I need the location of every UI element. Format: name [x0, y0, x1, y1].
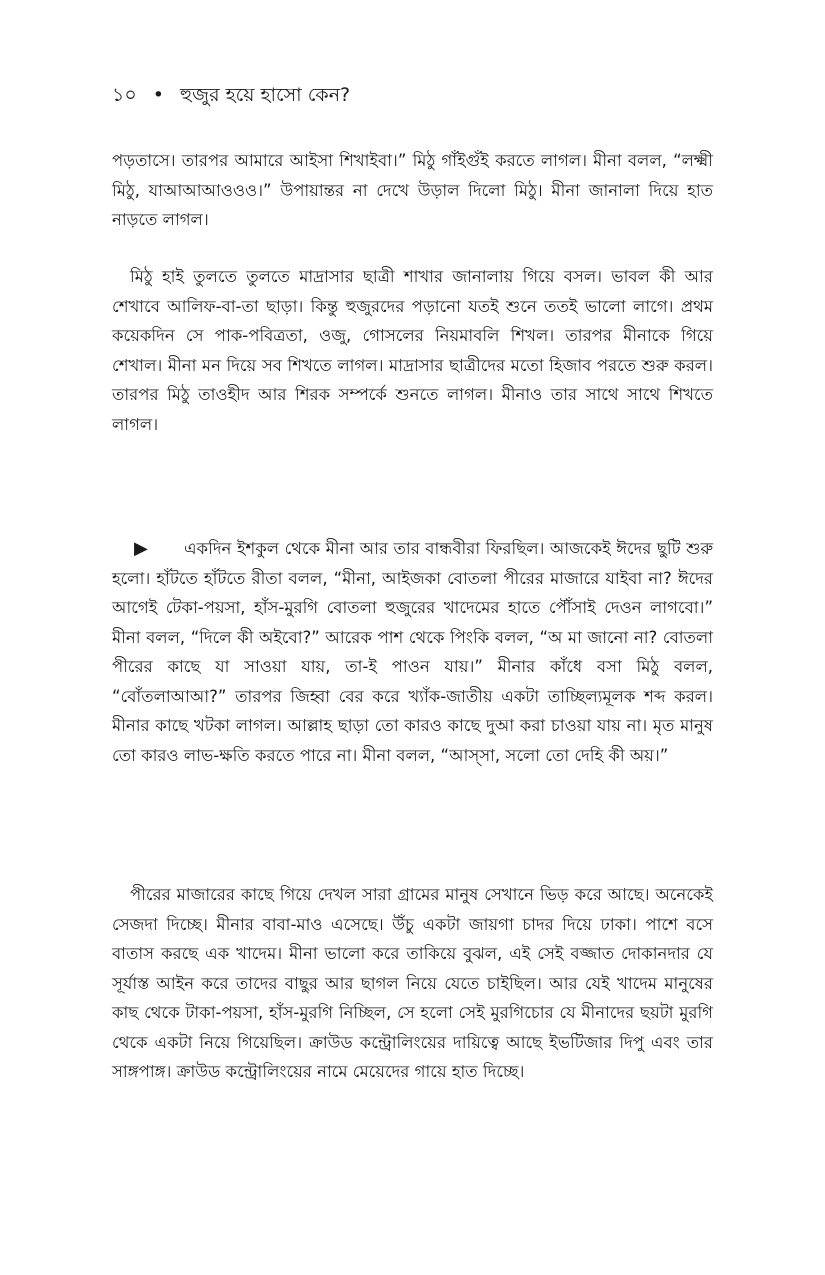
book-title: হুজুর হয়ে হাসো কেন? [180, 84, 351, 106]
page-number: ১০ [112, 84, 137, 106]
paragraph-2: মিঠু হাই তুলতে তুলতে মাদ্রাসার ছাত্রী শাখার জানালায় গিয়ে বসল। ভাবল কী আর শেখাবে আলিফ-বা-তা ছাড়া। কিন্তু হুজুরদের পড়ানো যতই শুনে ততই ভালো লাগে। প্রথম কয়েকদিন সে পাক-পবিত্রতা, ওজু, গোসলের নিয়মাবলি শিখল। তারপর মীনাকে গিয়ে শেখাল। মীনা মন দিয়ে সব শিখতে লাগল। মাদ্রাসার ছাত্রীদের মতো হিজাব পরতে শুরু করল। তারপর মিঠু তাওহীদ আর শিরক সম্পর্কে শুনতে লাগল। মীনাও তার সাথে সাথে শিখতে লাগল। [112, 267, 713, 434]
running-header [112, 80, 713, 110]
paragraph-3-text: একদিন ইশকুল থেকে মীনা আর তার বান্ধবীরা ফিরছিল। আজকেই ঈদের ছুটি শুরু হলো। হাঁটতে হাঁটতে রীতা বলল, “মীনা, আইজকা বোতলা পীরের মাজারে যাইবা না? ঈদের আগেই টেকা-পয়সা, হাঁস-মুরগি বোতলা হুজুরের খাদেমের হাতে পৌঁসাই দেওন লাগবো।” মীনা বলল, “দিলে কী অইবো?” আরেক পাশ থেকে পিংকি বলল, “অ মা জানো না? বোতলা পীরের কাছে যা সাওয়া যায়, তা-ই পাওন যায়।” মীনার কাঁধে বসা মিঠু বলল, “বোঁতলাআআ?” তারপর জিহ্বা বের করে খ্যাঁক-জাতীয় একটা তাচ্ছিল্যমূলক শব্দ করল। মীনার কাছে খটকা লাগল। আল্লাহ ছাড়া তো কারও কাছে দুআ করা চাওয়া যায় না। মৃত মানুষ তো কারও লাভ-ক্ষতি করতে পারে না। মীনা বলল, “আস্‌সা, সলো তো দেহি কী অয়।” [112, 539, 713, 765]
paragraph-3 [112, 534, 713, 770]
header-separator: • [152, 84, 164, 106]
section-marker-icon: ▶ [134, 538, 148, 559]
paragraph-4: পীরের মাজারের কাছে গিয়ে দেখল সারা গ্রামের মানুষ সেখানে ভিড় করে আছে। অনেকেই সেজদা দিচ্ছে। মীনার বাবা-মাও এসেছে। উঁচু একটা জায়গা চাদর দিয়ে ঢাকা। পাশে বসে বাতাস করছে এক খাদেম। মীনা ভালো করে তাকিয়ে বুঝল, এই সেই বজ্জাত দোকানদার যে সূর্যাস্ত আইন করে তাদের বাছুর আর ছাগল নিয়ে যেতে চাইছিল। আর যেই খাদেম মানুষের কাছ থেকে টাকা-পয়সা, হাঁস-মুরগি নিচ্ছিল, সে হলো সেই মুরগিচোর যে মীনাদের ছয়টা মুরগি থেকে একটা নিয়ে গিয়েছিল। ক্রাউড কন্ট্রোলিংয়ের দায়িত্বে আছে ইভটিজার দিপু এবং তার সাঙ্গপাঙ্গ। ক্রাউড কন্ট্রোলিংয়ের নামে মেয়েদের গায়ে হাত দিচ্ছে। [112, 885, 713, 1081]
book-page [112, 0, 713, 1275]
paragraph-1: পড়তাসে। তারপর আমারে আইসা শিখাইবা।” মিঠু গাঁইগুঁই করতে লাগল। মীনা বলল, “লক্ষ্মী মিঠু, যাআআআওওও।” উপায়ান্তর না দেখে উড়াল দিলো মিঠু। মীনা জানালা দিয়ে হাত নাড়তে লাগল। [112, 151, 713, 229]
